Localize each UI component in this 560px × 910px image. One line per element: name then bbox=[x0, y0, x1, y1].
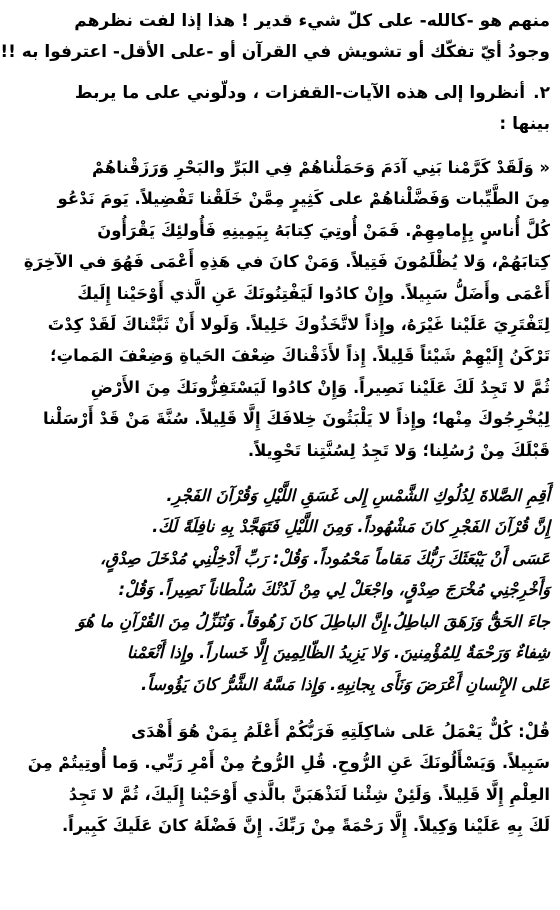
intro-paragraph bbox=[0, 6, 550, 68]
verse-line: مِنَ الطَّيِّبات وَفَضَّلْناهُمْ على كَثِيرٍ مِمَّنْ خَلَقْنا تَفْضِيلاً. يَومَ نَدْعُو bbox=[57, 189, 550, 209]
section-number: ٢. bbox=[533, 83, 550, 103]
verse-line: لَكَ بِهِ عَلَيْنا وَكِيلاً. إِلَّا رَحْمَةً مِنْ رَبِّكَ. إِنَّ فَضْلَهُ كانَ عَلَيكَ كَبِيراً. bbox=[61, 816, 550, 836]
text-line: وجودُ أيّ تفكّك أو تشويش في القرآن أو -على الأقل- اعترفوا به !! bbox=[0, 42, 550, 62]
text-line: منهم هو -كالله- على كلّ شيء قدير ! هذا إذا لفت نظرهم bbox=[74, 11, 550, 31]
verse-line: عَسَى أَنْ يَبْعَثَكَ رَبُّكَ مَقاماً مَحْمُوداً. وَقُلْ: رَبِّ أَدْخِلْنِي مُدْخَلَ صِدْقٍ، bbox=[100, 548, 550, 568]
verse-line: كِتابَهُمْ، وَلا يُظْلَمُونَ فَتِيلاً. وَمَنْ كانَ في هَذِهِ أَعْمَى فَهُوَ في الآخِرَةِ bbox=[23, 252, 550, 272]
verse-line: سَبِيلاً. وَيَسْأَلُونَكَ عَنِ الرُّوحِ. قُلِ الرُّوحُ مِنْ أَمْرِ رَبِّي. وَما أُوتِيتُمْ مِنَ bbox=[27, 753, 550, 773]
verse-line: إِنَّ قُرْآنَ الفَجْرِ كانَ مَشْهُوداً. وَمِنَ اللَّيْلِ فَتَهَجَّدْ بِهِ نافِلَةً لَكَ. bbox=[152, 517, 550, 537]
text-line: بينها : bbox=[499, 114, 550, 134]
verse-line: تَرْكَنُ إِلَيْهِمْ شَيْئاً قَلِيلاً. إِذاً لأَذَقْناكَ ضِعْفَ الحَياةِ وَضِعْفَ المَماتِ؛ bbox=[50, 346, 550, 366]
verse-line: ثُمَّ لا تَجِدُ لَكَ عَلَيْنا نَصِيراً. وَإِنْ كادُوا لَيَسْتَفِزُّونَكَ مِنَ الأَرْضِ bbox=[90, 377, 550, 397]
verse-line: وَأَخْرِجْنِي مُخْرَجَ صِدْقٍ، واجْعَلْ لِي مِنْ لَدُنْكَ سُلْطاناً نَصِيراً. وَقُلْ: bbox=[118, 580, 550, 600]
verse-line: العِلْمِ إِلَّا قَلِيلاً. وَلَئِنْ شِئْنا لَنَذْهَبَنَّ بالَّذي أَوْحَيْنا إِلَيكَ، ثُمَّ لا تَجِدُ bbox=[68, 784, 550, 804]
quran-passage-3 bbox=[27, 716, 550, 842]
text-line bbox=[56, 78, 550, 109]
verse-line: لِتَفْتَرِيَ عَلَيْنا غَيْرَهُ، وإِذاً لاتَّخَذُوكَ خَلِيلاً. وَلَولا أَنْ ثَبَّتْناكَ لَقَدْ كِدْتَ bbox=[47, 315, 550, 335]
section-heading-text: أنظروا إلى هذه الآيات-القفزات ، ودلّوني على ما يربط bbox=[74, 83, 526, 103]
verse-line: قُلْ: كُلٌّ يَعْمَلُ عَلى شاكِلَتِهِ فَرَبُّكُمْ أَعْلَمُ بِمَنْ هُوَ أَهْدَى bbox=[131, 721, 550, 741]
verse-line: كُلَّ أُناسٍ بِإِمامِهِمْ. فَمَنْ أُوتِيَ كِتابَهُ بِيَمِينِهِ فَأُولئِكَ يَقْرَأُونَ bbox=[97, 220, 550, 240]
section-heading bbox=[56, 78, 550, 140]
verse-line: قَبْلَكَ مِنْ رُسُلِنا؛ وَلا تَجِدُ لِسُنَّتِنا تَحْوِيلاً. bbox=[247, 440, 550, 460]
verse-line: عَلى الإِنْسانِ أَعْرَضَ وَنَأَى بِجانِبِهِ. وَإِذا مَسَّهُ الشَّرُّ كانَ يَؤُوساً. bbox=[141, 674, 550, 694]
verse-line: أَقِمِ الصَّلاةَ لِدُلُوكِ الشَّمْسِ إِلى غَسَقِ اللَّيْلِ وَقُرْآنَ الفَجْرِ. bbox=[166, 486, 550, 506]
verse-line: لِيُخْرِجُوكَ مِنْها؛ وإِذاً لا يَلْبَثُونَ خِلافَكَ إِلَّا قَلِيلاً. سُنَّةَ مَنْ قَدْ أَرْسَلْنا bbox=[42, 409, 550, 429]
quran-passage-2 bbox=[56, 480, 550, 700]
quran-passage-1 bbox=[23, 152, 550, 466]
verse-line: « وَلَقَدْ كَرَّمْنا بَنِي آدَمَ وَحَمَلْناهُمْ فِي البَرِّ والبَحْرِ وَرَزَقْناهُمْ bbox=[92, 158, 550, 177]
verse-line: أَعْمَى وأَضَلُّ سَبِيلاً. وإِنْ كادُوا لَيَفْتِنُونَكَ عَنِ الَّذي أَوْحَيْنا إِلَيكَ bbox=[77, 283, 550, 303]
verse-line: شِفاءٌ وَرَحْمَةٌ لِلمُؤْمِنينَ. وَلا يَزِيدُ الظّالِمِينَ إِلَّا خَساراً. وإِذا أَنْعَمْنا bbox=[126, 643, 550, 663]
verse-line: جاءَ الحَقُّ وَزَهَقَ الباطِلُ.إِنَّ الباطِلَ كانَ زَهُوقاً. وَنُنَزِّلُ مِنَ القُرْآنِ ما هُوَ bbox=[76, 611, 550, 631]
